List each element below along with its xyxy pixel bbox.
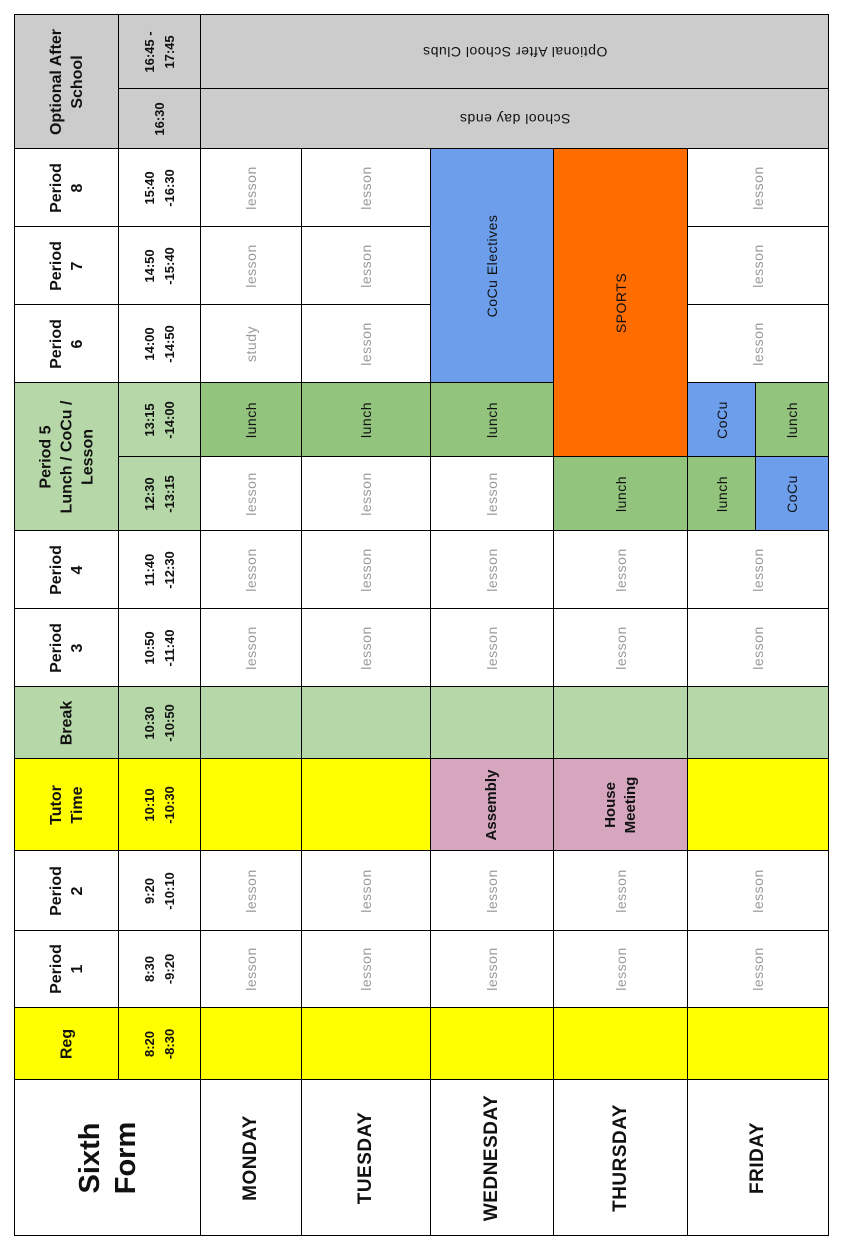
lesson-label: lesson: [750, 868, 766, 913]
title-label-line: Form: [109, 1121, 142, 1194]
lunch-label: lunch: [484, 401, 500, 438]
lesson-label: lesson: [750, 947, 766, 991]
time-label-p6-line: -14:50: [161, 324, 177, 363]
time-label-p2: [140, 872, 180, 910]
period-label-break-line: Break: [58, 700, 75, 745]
period-label-p8-line: Period: [47, 162, 65, 213]
break-cell-monday: [200, 686, 302, 759]
lesson-cell-tuesday-2: [301, 148, 431, 227]
period-header-after: [14, 14, 119, 149]
time-label-after-a: [150, 102, 170, 135]
lesson-cell-monday-8: [200, 608, 302, 687]
time-label-p6: [140, 325, 180, 363]
lesson-cell-monday-2: [200, 148, 302, 227]
assembly-cell: [430, 758, 554, 851]
house-meeting-label-line: House: [601, 781, 619, 828]
period-time-p4: [118, 530, 201, 609]
school-day-ends-label: School day ends: [458, 110, 571, 127]
period-label-p1-line: Period: [47, 944, 65, 994]
lesson-cell-friday-12: [687, 930, 829, 1008]
period-label-p4-line: 4: [68, 565, 86, 574]
lesson-cell-friday-4: [687, 304, 829, 383]
time-label-reg-line: 8:20: [141, 1030, 157, 1057]
period-label-p2-line: Period: [47, 865, 65, 916]
lesson-cell-tuesday-7: [301, 530, 431, 609]
lunch-label: lunch: [713, 475, 730, 512]
sports-cell: [553, 148, 688, 457]
lesson-cell-friday-8: [687, 608, 829, 687]
period-time-after-a: [118, 88, 201, 149]
lesson-label: lesson: [358, 165, 374, 210]
lesson-label: lesson: [243, 165, 259, 210]
lunch-wednesday: [430, 382, 554, 457]
time-label-p5-a-line: 12:30: [141, 476, 157, 511]
time-label-p7: [140, 247, 180, 285]
lunch-label: lunch: [612, 475, 629, 512]
period-header-reg: [14, 1007, 119, 1080]
time-label-reg: [140, 1028, 180, 1058]
period-label-p8: [46, 163, 88, 213]
after-school-clubs-row: [200, 14, 829, 89]
cocu-electives-label: CoCu Electives: [484, 214, 500, 317]
lesson-cell-friday-3: [687, 226, 829, 305]
period-label-p6-line: 6: [68, 339, 86, 348]
lesson-cell-tuesday-11: [301, 850, 431, 931]
lesson-cell-thursday-7: [553, 530, 688, 609]
reg-cell-tuesday: [301, 1007, 431, 1080]
reg-cell-monday: [200, 1007, 302, 1080]
lesson-label: lesson: [358, 471, 374, 516]
time-label-break: [140, 704, 180, 742]
period-time-reg: [118, 1007, 201, 1080]
time-label-break-line: 10:30: [141, 705, 157, 740]
period-label-p1-line: 1: [68, 964, 86, 974]
lesson-label: lesson: [358, 243, 374, 288]
lesson-cell-friday-2: [687, 148, 829, 227]
time-label-break-line: -10:50: [161, 703, 177, 742]
period-header-tutor: [14, 758, 119, 851]
time-label-reg-line: -8:30: [161, 1028, 177, 1059]
lesson-label: lesson: [750, 625, 766, 670]
time-label-p3: [140, 629, 180, 666]
period-label-p7-line: 7: [68, 261, 86, 270]
lesson-label: lesson: [243, 868, 259, 913]
period-label-p8-line: 8: [68, 183, 86, 192]
time-label-p8-line: 15:40: [141, 170, 157, 205]
day-monday: [200, 1079, 302, 1236]
lesson-cell-wednesday-7: [430, 530, 554, 609]
day-label-friday: FRIDAY: [747, 1121, 768, 1194]
day-label-thursday: THURSDAY: [609, 1103, 631, 1212]
period-time-p3: [118, 608, 201, 687]
period-header-p4: [14, 530, 119, 609]
time-label-after-b-line: 17:45: [161, 34, 177, 69]
time-label-p8: [140, 169, 180, 207]
period-label-p5-line: Lunch / CoCu /: [58, 400, 75, 513]
lesson-cell-monday-3: [200, 226, 302, 305]
time-label-p4-line: -12:30: [161, 550, 177, 589]
time-label-p4-line: 11:40: [141, 553, 157, 586]
lesson-label: lesson: [612, 947, 629, 991]
lesson-cell-thursday-8: [553, 608, 688, 687]
period-time-p5-b: [118, 382, 201, 457]
period-header-p1: [14, 930, 119, 1008]
day-label-tuesday: TUESDAY: [355, 1111, 376, 1204]
time-label-p1-line: 8:30: [141, 955, 157, 983]
period-header-p2: [14, 850, 119, 931]
lesson-cell-tuesday-8: [301, 608, 431, 687]
time-label-p7-line: 14:50: [141, 248, 157, 283]
period-header-p5: [14, 382, 119, 531]
house-meeting-label: [601, 776, 641, 833]
reg-cell-wednesday: [430, 1007, 554, 1080]
lesson-label: lesson: [750, 321, 766, 366]
lesson-cell-wednesday-12: [430, 930, 554, 1008]
period-time-break: [118, 686, 201, 759]
period-time-p7: [118, 226, 201, 305]
after-school-clubs-label: Optional After School Clubs: [422, 43, 607, 60]
period-time-p2: [118, 850, 201, 931]
lesson-label: lesson: [243, 243, 259, 288]
day-tuesday: [301, 1079, 431, 1236]
lesson-cell-tuesday-6: [301, 456, 431, 531]
period-time-p8: [118, 148, 201, 227]
tutor-cell-tuesday: [301, 758, 431, 851]
period-label-tutor: [46, 785, 88, 825]
time-label-p7-line: -15:40: [161, 246, 177, 285]
lunch-thursday: [553, 456, 688, 531]
break-cell-thursday: [553, 686, 688, 759]
title-label: [72, 1121, 144, 1194]
time-label-p2-line: 9:20: [141, 877, 157, 904]
reg-cell-friday: [687, 1007, 829, 1080]
time-label-p3-line: -11:40: [161, 629, 177, 666]
tutor-cell-monday: [200, 758, 302, 851]
period-label-p3-line: Period: [47, 622, 65, 673]
period-label-p5-line: Lesson: [79, 428, 96, 485]
lunch-label: lunch: [784, 401, 800, 438]
time-label-p3-line: 10:50: [141, 630, 157, 665]
period-label-p6: [46, 319, 88, 369]
lesson-cell-wednesday-6: [430, 456, 554, 531]
cocu-electives-cell: [430, 148, 554, 383]
lesson-cell-tuesday-4: [301, 304, 431, 383]
time-label-after-b-line: 16:45 -: [141, 30, 157, 73]
period-label-reg: [56, 1028, 77, 1058]
time-label-p1-line: -9:20: [161, 953, 177, 985]
period-label-reg-line: Reg: [58, 1028, 75, 1059]
time-label-p5-b: [140, 401, 180, 439]
assembly-label: Assembly: [483, 769, 500, 840]
lesson-label: lesson: [750, 165, 766, 210]
sixth-form-title: [14, 1079, 201, 1236]
lesson-label: lesson: [484, 868, 500, 913]
lesson-label: lesson: [358, 947, 374, 991]
sports-label: SPORTS: [612, 272, 629, 333]
period-header-p8: [14, 148, 119, 227]
day-wednesday: [430, 1079, 554, 1236]
lesson-cell-monday-6: [200, 456, 302, 531]
time-label-p4: [140, 551, 180, 589]
lunch-label: lunch: [358, 401, 374, 438]
lesson-label: lesson: [484, 947, 500, 991]
lesson-label: lesson: [484, 625, 500, 670]
lunch-label: lunch: [243, 401, 259, 438]
period-label-p5-line: Period 5: [37, 424, 54, 489]
tutor-cell-friday: [687, 758, 829, 851]
period-label-p2: [46, 866, 88, 916]
cocu-label: CoCu: [784, 474, 800, 513]
time-label-tutor-line: -10:30: [161, 785, 177, 824]
school-day-ends-row: [200, 88, 829, 149]
lunch-friday-a: [687, 456, 756, 531]
lesson-cell-wednesday-8: [430, 608, 554, 687]
lesson-cell-thursday-11: [553, 850, 688, 931]
lesson-label: lesson: [358, 321, 374, 366]
period-time-p5-a: [118, 456, 201, 531]
period-time-p6: [118, 304, 201, 383]
time-label-p1: [140, 954, 180, 984]
period-time-p1: [118, 930, 201, 1008]
lesson-label: lesson: [612, 547, 629, 592]
lunch-tuesday: [301, 382, 431, 457]
time-label-p2-line: -10:10: [161, 871, 177, 910]
period-header-p6: [14, 304, 119, 383]
time-label-p5-b-line: 13:15: [141, 402, 157, 437]
lesson-cell-friday-11: [687, 850, 829, 931]
lesson-cell-monday-11: [200, 850, 302, 931]
time-label-tutor-line: 10:10: [141, 787, 157, 822]
lesson-label: lesson: [612, 868, 629, 913]
day-thursday: [553, 1079, 688, 1236]
lesson-cell-monday-7: [200, 530, 302, 609]
house-meeting-cell: [553, 758, 688, 851]
break-cell-friday: [687, 686, 829, 759]
break-cell-wednesday: [430, 686, 554, 759]
lesson-label: lesson: [750, 547, 766, 592]
period-header-break: [14, 686, 119, 759]
time-label-after-b: [140, 31, 180, 72]
lesson-label: lesson: [243, 947, 259, 991]
time-label-p5-b-line: -14:00: [161, 400, 177, 439]
period-label-tutor-line: Time: [68, 785, 86, 824]
period-label-p7-line: Period: [47, 240, 65, 291]
cocu-friday-b: [755, 456, 829, 531]
title-label-line: Sixth: [73, 1122, 106, 1193]
time-label-p6-line: 14:00: [141, 326, 157, 361]
period-time-tutor: [118, 758, 201, 851]
lesson-cell-tuesday-12: [301, 930, 431, 1008]
lesson-label: lesson: [358, 625, 374, 670]
period-label-p7: [46, 241, 88, 291]
period-label-tutor-line: Tutor: [47, 784, 65, 825]
lunch-friday-b: [755, 382, 829, 457]
period-label-after-line: School: [68, 54, 86, 109]
time-label-p8-line: -16:30: [161, 168, 177, 207]
period-label-p3-line: 3: [68, 643, 86, 652]
period-label-after: [46, 28, 88, 134]
break-cell-tuesday: [301, 686, 431, 759]
period-header-p3: [14, 608, 119, 687]
time-label-p5-a: [140, 475, 180, 513]
time-label-after-a-line: 16:30: [151, 101, 167, 136]
day-friday: [687, 1079, 829, 1236]
lesson-cell-thursday-12: [553, 930, 688, 1008]
period-label-p5: [35, 400, 98, 513]
period-label-p2-line: 2: [68, 886, 86, 895]
lesson-cell-friday-7: [687, 530, 829, 609]
lesson-cell-monday-4: [200, 304, 302, 383]
day-label-wednesday: WEDNESDAY: [481, 1094, 502, 1221]
period-label-p3: [46, 623, 88, 673]
lesson-label: lesson: [484, 547, 500, 592]
reg-cell-thursday: [553, 1007, 688, 1080]
cocu-friday-a: [687, 382, 756, 457]
lesson-label: study: [243, 325, 259, 362]
lesson-label: lesson: [750, 243, 766, 288]
period-time-after-b: [118, 14, 201, 89]
lesson-label: lesson: [243, 547, 259, 592]
lesson-label: lesson: [358, 547, 374, 592]
period-label-p1: [46, 944, 88, 994]
period-label-after-line: Optional After: [47, 28, 65, 135]
cocu-label: CoCu: [713, 400, 730, 439]
lesson-cell-monday-12: [200, 930, 302, 1008]
lesson-label: lesson: [243, 471, 259, 516]
period-label-break: [56, 700, 77, 744]
house-meeting-label-line: Meeting: [621, 776, 639, 833]
lesson-label: lesson: [484, 471, 500, 516]
period-label-p4-line: Period: [47, 544, 65, 595]
period-label-p4: [46, 545, 88, 595]
lesson-cell-wednesday-11: [430, 850, 554, 931]
time-label-tutor: [140, 786, 180, 824]
lesson-label: lesson: [612, 625, 629, 670]
period-label-p6-line: Period: [47, 318, 65, 369]
lesson-label: lesson: [358, 868, 374, 913]
time-label-p5-a-line: -13:15: [161, 474, 177, 513]
day-label-monday: MONDAY: [240, 1114, 261, 1201]
period-header-p7: [14, 226, 119, 305]
lesson-cell-tuesday-3: [301, 226, 431, 305]
lesson-label: lesson: [243, 625, 259, 670]
lunch-monday: [200, 382, 302, 457]
